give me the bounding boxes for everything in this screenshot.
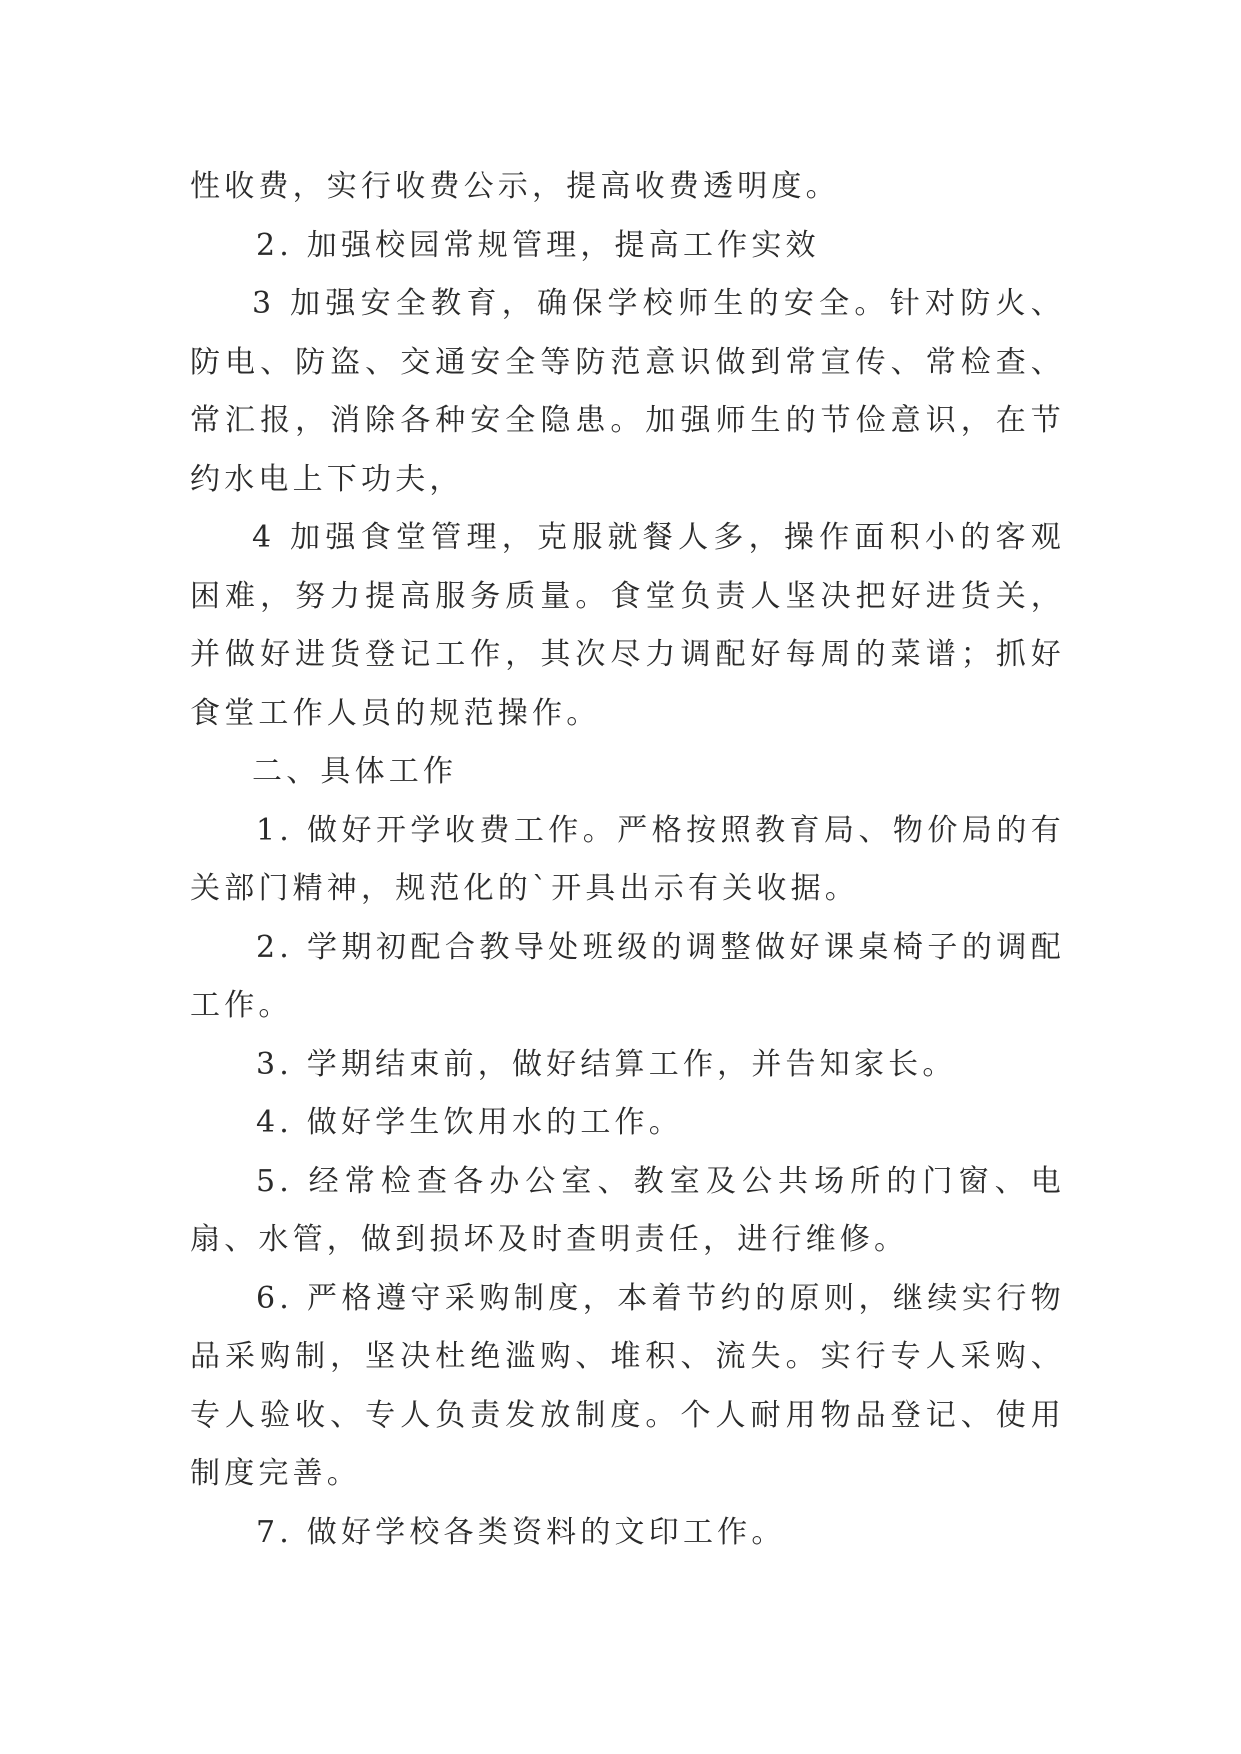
- paragraph-3: 3 加强安全教育，确保学校师生的安全。针对防火、防电、防盗、交通安全等防范意识做到常宣传、常检查、常汇报，消除各种安全隐患。加强师生的节俭意识，在节约水电上下功夫，: [190, 286, 1065, 497]
- section-heading-specific-work: 二、具体工作: [252, 754, 458, 789]
- paragraph-2: 2. 加强校园常规管理，提高工作实效: [256, 227, 820, 263]
- paragraph-7: 2. 学期初配合教导处班级的调整做好课桌椅子的调配工作。: [190, 929, 1065, 1023]
- paragraph-9: 4. 做好学生饮用水的工作。: [256, 1105, 683, 1140]
- paragraph-10: 5. 经常检查各办公室、教室及公共场所的门窗、电扇、水管，做到损坏及时查明责任，进行维修。: [190, 1163, 1065, 1257]
- paragraph-8: 3. 学期结束前，做好结算工作，并告知家长。: [256, 1046, 957, 1082]
- paragraph-4: 4 加强食堂管理，克服就餐人多，操作面积小的客观困难，努力提高服务质量。食堂负责人坚决把好进货关，并做好进货登记工作，其次尽力调配好每周的菜谱；抓好食堂工作人员的规范操作。: [190, 520, 1065, 731]
- paragraph-6: 1. 做好开学收费工作。严格按照教育局、物价局的有关部门精神，规范化的`开具出示有关收据。: [190, 812, 1065, 906]
- paragraph-11: 6. 严格遵守采购制度，本着节约的原则，继续实行物品采购制，坚决杜绝滥购、堆积、流失。实行专人采购、专人验收、专人负责发放制度。个人耐用物品登记、使用制度完善。: [190, 1280, 1065, 1491]
- document-body: [190, 158, 1065, 1562]
- paragraph-1: 性收费，实行收费公示，提高收费透明度。: [190, 169, 840, 204]
- paragraph-12: 7. 做好学校各类资料的文印工作。: [256, 1514, 786, 1550]
